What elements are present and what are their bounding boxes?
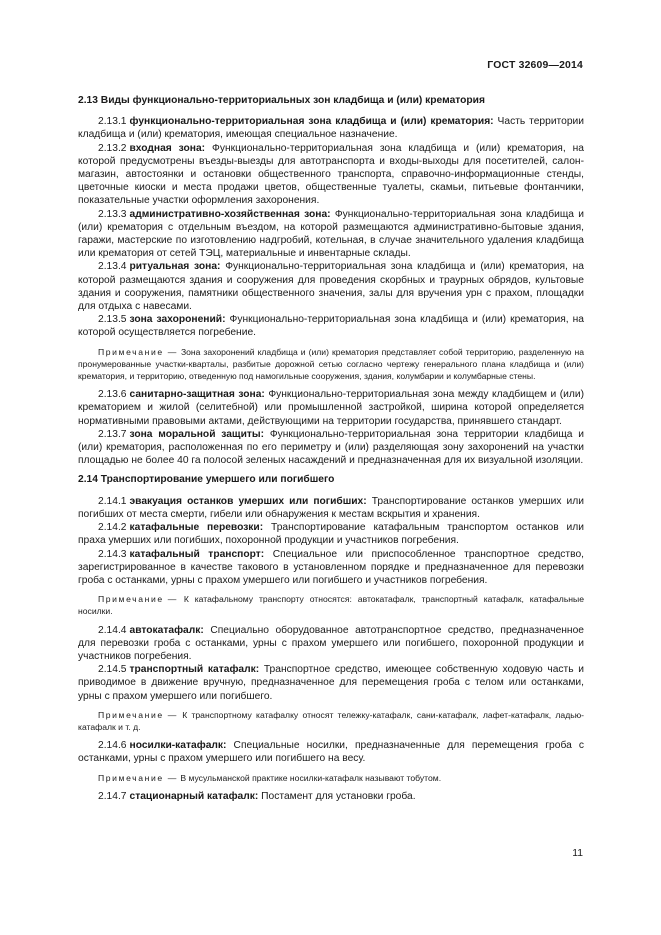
- document-body: [78, 94, 584, 803]
- definition: Транспортирование катафальным транспортом останков или праха умерших или погибших, похоронной продукции и участников погребения.: [78, 522, 584, 547]
- note-text: Зона захоронений кладбища и (или) крематория представляет собой территорию, разделенную на пронумерованные участки-кварталы, разбитые дорожной сетью согласно чертежу генерального плана кладбища и (или) крематория, и территорию, отведенную под намогильные сооружения, здания, колумбарии и колумбарные стены.: [78, 346, 584, 382]
- page-number: 11: [572, 848, 583, 859]
- definition: Функционально-территориальная зона кладбища и (или) крематория, на которой предусмотрены въезды-выезды для автотранспорта и входы-выходы для посетителей, салон-магазин, автостоянки и остановки общественного транспорта, справочно-информационные стенды, цветочные киоски и места продажи цветов, общественные туалеты, скамьи, питьевые фонтанчики, показательные участки оформления захоронения.: [78, 142, 584, 207]
- paragraph-2-14-7: [78, 790, 584, 803]
- clause-number: 2.14.2: [98, 522, 127, 534]
- term: зона моральной защиты:: [129, 428, 265, 440]
- term: стационарный катафалк:: [129, 790, 259, 802]
- definition: Специальное или приспособленное транспортное средство, зарегистрированное в качестве такового в установленном порядке и предназначенное для перевозки гроба с останками, урны с прахом умершего или погибшего и участников погребения.: [78, 548, 585, 586]
- note-tobut: [78, 772, 584, 784]
- definition: Транспортное средство, имеющее собственную ходовую часть и приводимое в движение вручную, предназначенное для перемещения гроба с телом или останками, урны с прахом умершего или погибшего.: [78, 664, 584, 702]
- note-text: В мусульманской практике носилки-катафалк называют тобутом.: [180, 772, 442, 783]
- clause-number: 2.14.6: [98, 740, 127, 752]
- note-label: Примечание —: [98, 772, 178, 783]
- document-code: ГОСТ 32609—2014: [487, 60, 583, 71]
- term: ритуальная зона:: [129, 261, 221, 273]
- definition: Транспортирование останков умерших или погибших от места смерти, гибели или обнаружения к местам вскрытия и хранения.: [78, 495, 584, 520]
- paragraph-2-14-4: [78, 624, 584, 664]
- term: функционально-территориальная зона кладбища и (или) крематория:: [129, 116, 494, 128]
- definition: Часть территории кладбища и (или) крематория, имеющая специальное назначение.: [78, 116, 584, 141]
- paragraph-2-14-6: [78, 739, 584, 765]
- section-title-2-13: 2.13 Виды функционально-территориальных зон кладбища и (или) крематория: [78, 95, 485, 106]
- term: административно-хозяйственная зона:: [129, 208, 331, 220]
- paragraph-2-13-5: [78, 313, 584, 339]
- paragraph-2-13-7: [78, 428, 584, 468]
- note-zone-burials: [78, 346, 584, 383]
- term: входная зона:: [129, 142, 206, 154]
- note-text: К транспортному катафалку относят тележку-катафалк, сани-катафалк, лафет-катафалк, ладью-катафалк и т. д.: [78, 709, 584, 732]
- clause-number: 2.13.4: [98, 261, 127, 273]
- definition: Функционально-территориальная зона между кладбищем и (или) крематорием и жилой (селитебной) или промышленной застройкой, ширина которой определяется нормативными правовыми актами, действующими на территории государства, принявшего стандарт.: [78, 389, 584, 427]
- paragraph-2-13-1: [78, 115, 584, 141]
- term: зона захоронений:: [129, 314, 226, 326]
- note-label: Примечание —: [98, 346, 178, 357]
- clause-number: 2.14.3: [98, 548, 127, 560]
- clause-number: 2.13.5: [98, 314, 127, 326]
- term: транспортный катафалк:: [129, 664, 260, 676]
- note-label: Примечание —: [98, 709, 178, 720]
- term: катафальный транспорт:: [129, 548, 265, 560]
- section-title-2-14: 2.14 Транспортирование умершего или погибшего: [78, 474, 335, 486]
- definition: Функционально-территориальная зона кладбища и (или) крематория, на которой осуществляется погребение.: [78, 314, 584, 339]
- term: эвакуация останков умерших или погибших:: [129, 495, 367, 507]
- term: санитарно-защитная зона:: [129, 389, 265, 401]
- term: носилки-катафалк:: [129, 740, 227, 752]
- term: катафальные перевозки:: [129, 522, 264, 534]
- note-transport-catafalque: [78, 709, 584, 733]
- paragraph-2-14-2: [78, 521, 584, 547]
- paragraph-2-14-3: [78, 548, 584, 588]
- paragraph-2-14-1: [78, 495, 584, 521]
- paragraph-2-13-4: [78, 260, 584, 313]
- definition: Постамент для установки гроба.: [261, 790, 416, 802]
- definition: Функционально-территориальная зона кладбища и (или) крематория, на которой размещаются здания и сооружения для проведения скорбных и траурных обрядов, культовые здания и сооружения, памятники общественного значения, залы для вручения урн с прахом, площадки для отдыха с навесами.: [78, 261, 584, 313]
- paragraph-2-13-2: [78, 142, 584, 208]
- clause-number: 2.13.2: [98, 142, 127, 154]
- term: автокатафалк:: [129, 624, 204, 636]
- clause-number: 2.14.4: [98, 624, 127, 636]
- paragraph-2-13-6: [78, 388, 584, 428]
- note-catafalque-transport: [78, 593, 584, 617]
- clause-number: 2.13.3: [98, 208, 127, 220]
- clause-number: 2.13.1: [98, 116, 127, 128]
- clause-number: 2.14.5: [98, 664, 127, 676]
- clause-number: 2.14.1: [98, 495, 127, 507]
- paragraph-2-14-5: [78, 663, 584, 703]
- note-label: Примечание —: [98, 594, 178, 605]
- clause-number: 2.13.6: [98, 389, 127, 401]
- definition: Функционально-территориальная зона территории кладбища и (или) крематория, расположенная по его периметру и (или) разделяющая зону захоронений на участки площадью не более 40 га полосой зеленых насаждений и предназначенная для их визуальной изоляции.: [78, 428, 584, 467]
- clause-number: 2.14.7: [98, 790, 127, 802]
- paragraph-2-13-3: [78, 208, 584, 261]
- note-text: К катафальному транспорту относятся: автокатафалк, транспортный катафалк, катафальные носилки.: [78, 594, 584, 617]
- definition: Специально оборудованное автотранспортное средство, предназначенное для перевозки гроба с останками, урны с прахом умершего или погибшего, похоронной продукции и участников погребения.: [78, 624, 584, 662]
- clause-number: 2.13.7: [98, 428, 127, 440]
- definition: Функционально-территориальная зона кладбища и (или) крематория с отдельным въездом, на которой размещаются административно-бытовые здания, гаражи, мастерские по изготовлению надгробий, котельная, в случае значительного удаления кладбища или крематория от сетей ТЭЦ, материальные и инвентарные склады.: [78, 208, 584, 260]
- definition: Специальные носилки, предназначенные для перемещения гроба с останками, урны с прахом умершего или погибшего на весу.: [78, 740, 584, 765]
